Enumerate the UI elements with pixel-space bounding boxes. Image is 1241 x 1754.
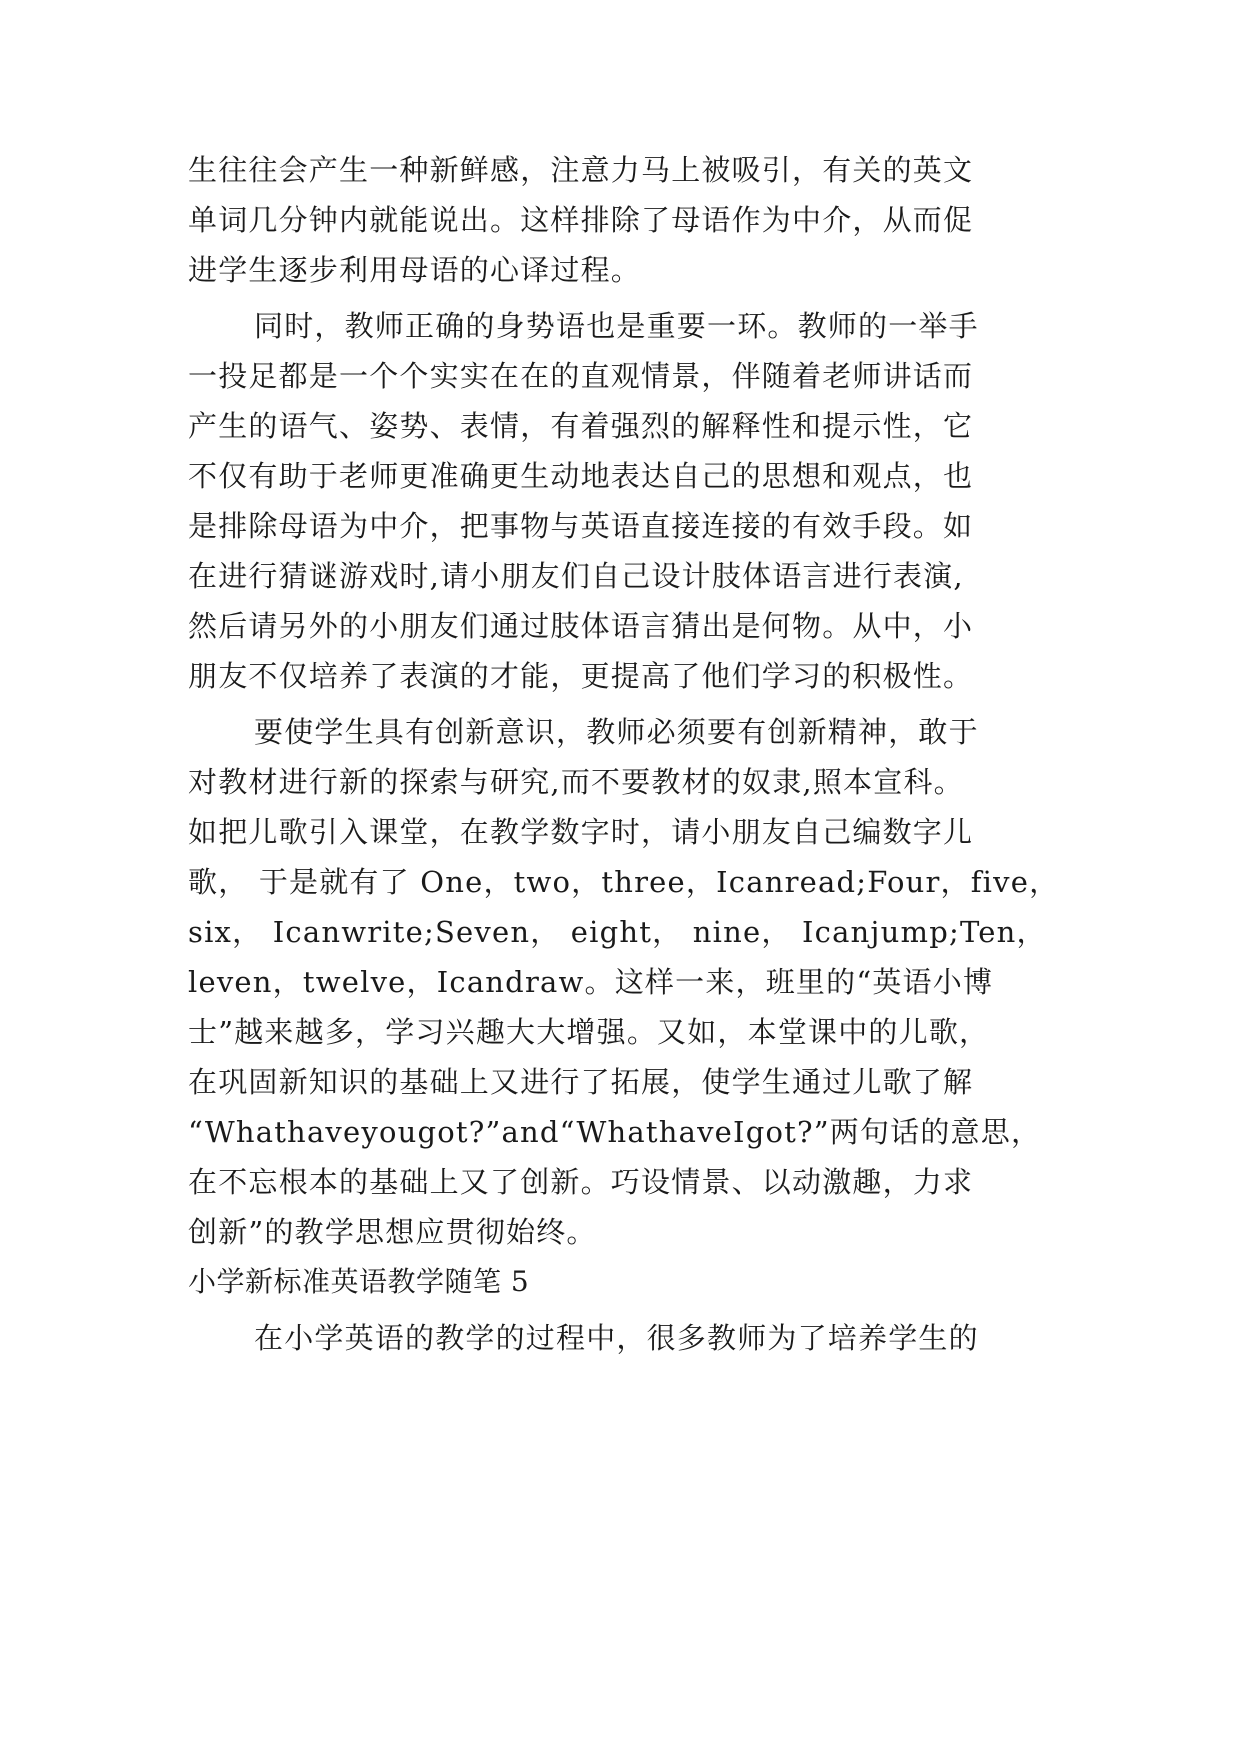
text-line: 一投足都是一个个实实在在的直观情景，伴随着老师讲话而 xyxy=(188,359,974,393)
text-line: 士”越来越多，学习兴趣大大增强。又如，本堂课中的儿歌， xyxy=(188,1015,990,1049)
section-heading: 小学新标准英语教学随笔 5 xyxy=(188,1265,530,1298)
text-line: 然后请另外的小朋友们通过肢体语言猜出是何物。从中，小 xyxy=(188,609,974,643)
text-line: 在巩固新知识的基础上又进行了拓展，使学生通过儿歌了解 xyxy=(188,1065,974,1099)
text-line: 是排除母语为中介，把事物与英语直接连接的有效手段。如 xyxy=(188,509,974,543)
text-line: 产生的语气、姿势、表情，有着强烈的解释性和提示性，它 xyxy=(188,409,974,443)
text-line: 歌， 于是就有了 One，two，three，Icanread;Four，five， xyxy=(188,865,1060,899)
text-line: 进学生逐步利用母语的心译过程。 xyxy=(188,253,642,287)
text-line: leven，twelve，Icandraw。这样一来，班里的“英语小博 xyxy=(188,965,994,999)
text-line: 创新”的教学思想应贯彻始终。 xyxy=(188,1215,597,1249)
text-line: 生往往会产生一种新鲜感，注意力马上被吸引，有关的英文 xyxy=(188,153,974,187)
paragraph-start-line: 在小学英语的教学的过程中，很多教师为了培养学生的 xyxy=(254,1321,979,1355)
text-line: 如把儿歌引入课堂，在教学数字时，请小朋友自己编数字儿 xyxy=(188,815,974,849)
text-line: 对教材进行新的探索与研究,而不要教材的奴隶,照本宣科。 xyxy=(188,765,964,799)
paragraph-start-line: 要使学生具有创新意识，教师必须要有创新精神，敢于 xyxy=(254,715,979,749)
text-line: six， Icanwrite;Seven， eight， nine， Icanjump;Ten， xyxy=(188,915,1047,949)
text-line: 单词几分钟内就能说出。这样排除了母语作为中介，从而促 xyxy=(188,203,974,237)
paragraph-start-line: 同时，教师正确的身势语也是重要一环。教师的一举手 xyxy=(254,309,979,343)
text-line: “Whathaveyougot?”and“WhathaveIgot?”两句话的意思， xyxy=(188,1115,1042,1149)
text-line: 朋友不仅培养了表演的才能，更提高了他们学习的积极性。 xyxy=(188,659,974,693)
text-line: 不仅有助于老师更准确更生动地表达自己的思想和观点，也 xyxy=(188,459,974,493)
text-line: 在进行猜谜游戏时,请小朋友们自己设计肢体语言进行表演, xyxy=(188,559,964,593)
text-line: 在不忘根本的基础上又了创新。巧设情景、以动激趣，力求 xyxy=(188,1165,974,1199)
